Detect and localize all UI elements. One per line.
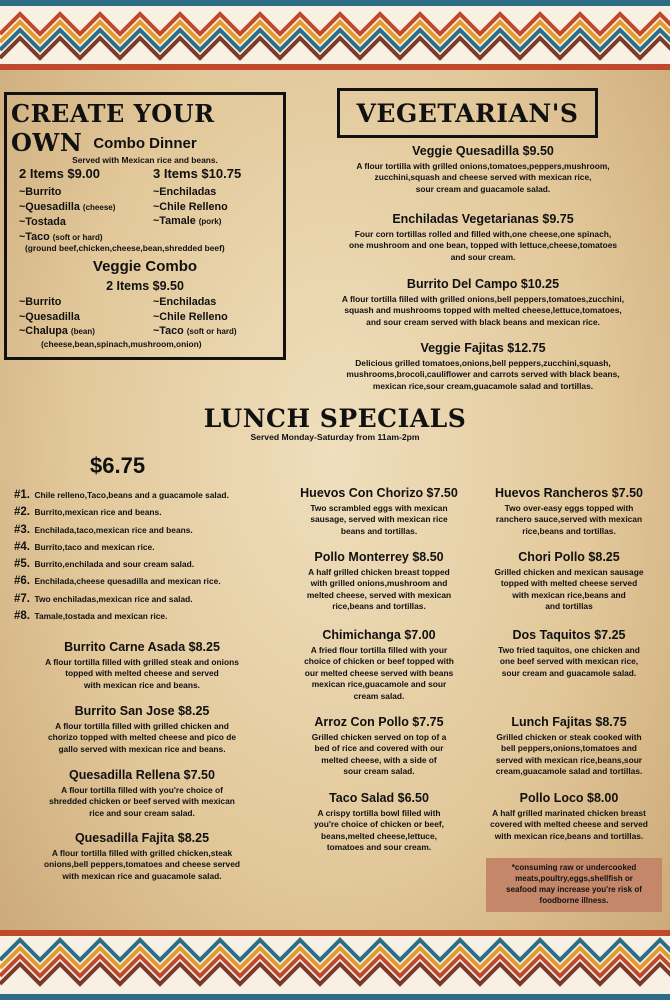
lunch-item: Dos Taquitos $7.25 Two fried taquitos, one chicken and one beef served with mexican rice, sour cream and guacamole salad.	[498, 628, 640, 678]
vegetarian-title-box	[337, 88, 598, 138]
lunch-item: Burrito San Jose $8.25 A flour tortilla filled with grilled chicken and chorizo topped with melted cheese and pico de gallo served with mexican rice and beans.	[48, 704, 236, 754]
list-item: #4. Burrito,taco and mexican rice.	[14, 540, 155, 553]
combo-item: ~Taco (soft or hard)	[153, 325, 237, 337]
list-item: #6. Enchilada,cheese quesadilla and mexican rice.	[14, 575, 221, 588]
combo-item: ~Chile Relleno	[153, 200, 228, 213]
list-item: #5. Burrito,enchilada and sour cream salad.	[14, 558, 195, 571]
taco-note: (soft or hard)	[52, 232, 103, 242]
veg-item: Veggie Quesadilla $9.50 A flour tortilla with grilled onions,tomatoes,peppers,mushroom, zucchini,squash and cheese served with mexican rice, sour cream and guacamole salad.	[356, 144, 610, 194]
two-items-price: 2 Items $9.00	[19, 166, 100, 181]
list-item: #3. Enchilada,taco,mexican rice and beans.	[14, 523, 193, 536]
combo-fillings: (ground beef,chicken,cheese,bean,shredded beef)	[25, 243, 225, 253]
combo-item: ~Chalupa (bean)	[19, 325, 95, 337]
list-item: #8. Tamale,tostada and mexican rice.	[14, 610, 168, 623]
lunch-item: Chori Pollo $8.25 Grilled chicken and mexican sausage topped with melted cheese served with mexican rice,beans and and tortillas	[494, 550, 644, 612]
quesadilla-note: (cheese)	[82, 202, 116, 212]
lunch-item: Arroz Con Pollo $7.75 Grilled chicken served on top of a bed of rice and covered with our melted cheese, with a side of sour cream salad.	[311, 715, 447, 777]
combo-item: ~Burrito	[19, 186, 62, 198]
create-your-own-title: CREATE YOUR OWN	[11, 99, 215, 157]
lunch-item: Taco Salad $6.50 A crispy tortilla bowl filled with you're choice of chicken or beef, beans,melted cheese,lettuce, tomatoes and sour cream.	[314, 791, 444, 853]
list-item: #7. Two enchiladas,mexican rice and salad.	[14, 592, 193, 605]
combo-item: ~Enchiladas	[153, 296, 217, 308]
list-item: #2. Burrito,mexican rice and beans.	[14, 506, 162, 519]
veggie-combo-price: 2 Items $9.50	[106, 279, 184, 293]
lunch-specials-sub: Served Monday-Saturday from 11am-2pm	[250, 432, 420, 442]
combo-item: ~Tamale (pork)	[153, 215, 222, 227]
food-safety-notice: *consuming raw or undercooked meats,poultry,eggs,shellfish or seafood may increase you're risk of foodborne illness.	[486, 858, 662, 912]
lunch-item: Quesadilla Rellena $7.50 A flour tortilla filled with you're choice of shredded chicken or beef served with mexican rice and sour cream salad.	[49, 768, 235, 818]
vegetarian-title: VEGETARIAN'S	[356, 99, 579, 128]
lunch-price: $6.75	[90, 453, 146, 478]
combo-item: ~Quesadilla	[19, 310, 80, 323]
combo-item: ~Tostada	[19, 216, 66, 228]
bottom-decorative-border	[0, 930, 670, 1000]
chalupa-note: (bean)	[70, 327, 95, 336]
lunch-specials-title: LUNCH SPECIALS	[203, 404, 467, 433]
combo-right-list	[153, 185, 228, 230]
veggie-combo-title: Veggie Combo	[92, 258, 198, 275]
list-item: #1. Chile relleno,Taco,beans and a guacamole salad.	[14, 489, 229, 501]
lunch-item: Huevos Con Chorizo $7.50 Two scrambled eggs with mexican sausage, served with mexican rice beans and tortillas.	[300, 486, 458, 536]
tamale-note: (pork)	[198, 217, 222, 226]
lunch-item: Burrito Carne Asada $8.25 A flour tortilla filled with grilled steak and onions topped with melted cheese and served with mexican rice and beans.	[45, 640, 239, 690]
veggie-left-list	[19, 295, 95, 340]
combo-dinner-sub: Served with Mexican rice and beans.	[72, 155, 218, 165]
combo-item: ~Chile Relleno	[153, 310, 228, 323]
combo-left-list	[19, 185, 115, 245]
veg-item: Enchiladas Vegetarianas $9.75 Four corn tortillas rolled and filled with,one cheese,one spinach, one mushroom and one bean, topped with lettuce,cheese,tomatoes and sour cream.	[348, 212, 618, 262]
numbered-specials	[14, 485, 284, 623]
three-items-price: 3 Items $10.75	[153, 166, 242, 181]
veggie-fillings: (cheese,bean,spinach,mushroom,onion)	[41, 339, 202, 349]
lunch-item: Pollo Monterrey $8.50 A half grilled chicken breast topped with grilled onions,mushroom and melted cheese, served with mexican rice,beans and tortillas.	[306, 550, 452, 612]
lunch-item: Huevos Rancheros $7.50 Two over-easy eggs topped with ranchero sauce,served with mexican rice,beans and tortillas.	[495, 486, 643, 536]
veg-item: Burrito Del Campo $10.25 A flour tortilla filled with grilled onions,bell peppers,tomatoes,zucchini, squash and mushrooms topped with melted cheese,lettuce,tomatoes, and sour cream served with black beans and mexican rice.	[341, 277, 625, 327]
combo-item: ~Taco (soft or hard)	[19, 230, 103, 243]
combo-dinner-title: Combo Dinner	[93, 135, 197, 152]
combo-item: ~Burrito	[19, 296, 62, 308]
lunch-item: Pollo Loco $8.00 A half grilled marinated chicken breast covered with melted cheese and served with mexican rice,beans and tortillas.	[490, 791, 648, 841]
combo-item: ~Enchiladas	[153, 186, 217, 198]
combo-item: ~Quesadilla (cheese)	[19, 200, 116, 213]
lunch-item: Chimichanga $7.00 A fried flour tortilla filled with your choice of chicken or beef topped with our melted cheese served with beans mexican rice,guacamole and sour cream salad.	[304, 628, 454, 701]
vtaco-note: (soft or hard)	[186, 327, 237, 336]
lunch-item: Lunch Fajitas $8.75 Grilled chicken or steak cooked with bell peppers,onions,tomatoes and served with mexican rice,beans,sour cream,guacamole salad and tortillas.	[495, 715, 643, 777]
create-your-own-box	[4, 92, 286, 360]
veg-item: Veggie Fajitas $12.75 Delicious grilled tomatoes,onions,bell peppers,zucchini,squash, mushrooms,brocoli,cauliflower and carrots served with black beans, mexican rice,sour cream,guacamole salad and tortillas.	[346, 341, 620, 391]
lunch-item: Quesadilla Fajita $8.25 A flour tortilla filled with grilled chicken,steak onions,bell peppers,tomatoes and cheese served with mexican rice and guacamole salad.	[44, 831, 240, 881]
top-decorative-border	[0, 0, 670, 70]
veggie-right-list	[153, 295, 237, 340]
